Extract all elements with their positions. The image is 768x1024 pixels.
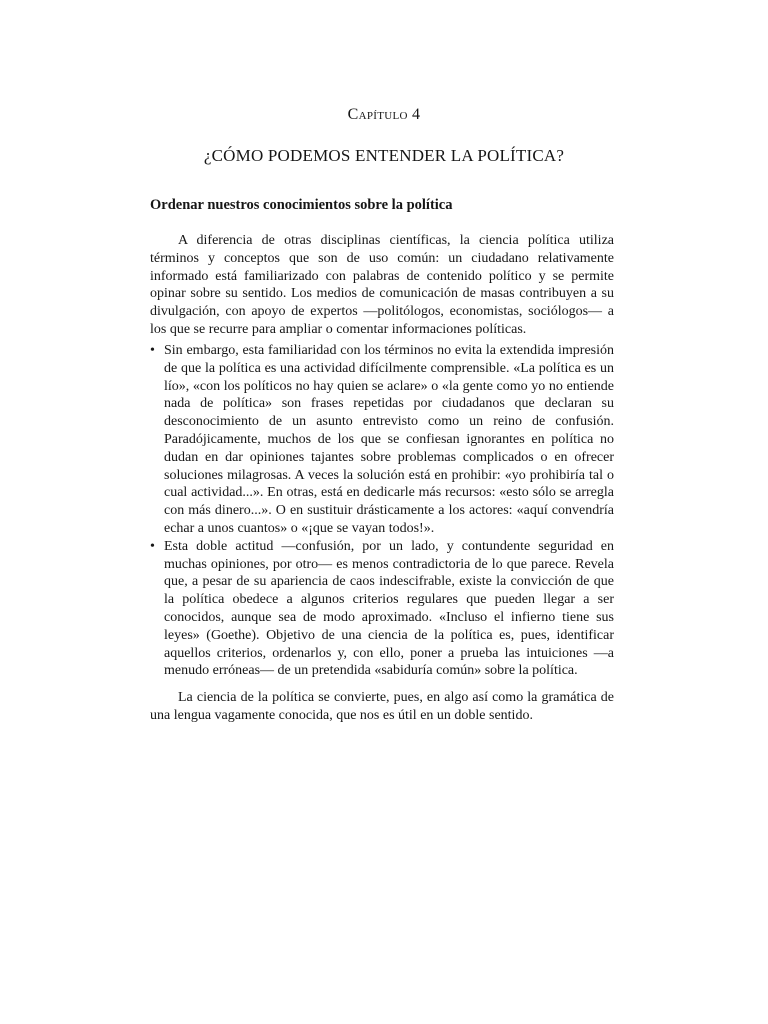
chapter-label: Capítulo 4 xyxy=(347,106,421,123)
bullet-icon: • xyxy=(150,538,155,554)
bullet-text: Esta doble actitud —confusión, por un lado, y contundente seguridad en muchas opiniones, por otro— es menos contradictoria de lo que parece. Revela que, a pesar de su apariencia de caos indescifrable, existe la convicción de que la política obedece a algunos criterios regulares que pueden llegar a ser conocidos, aunque sea de modo aproximado. «Incluso el infierno tiene sus leyes» (Goethe). Objetivo de una ciencia de la política es, pues, identificar aquellos criterios, ordenarlos y, con ello, poner a prueba las intuiciones —a menudo erróneas— de un pretendida «sabiduría común» sobre la política. xyxy=(164,538,614,679)
bullet-icon: • xyxy=(150,343,155,358)
bullet-item-familiarity xyxy=(150,342,614,538)
closing-paragraph: La ciencia de la política se convierte, pues, en algo así como la gramática de una lengua vagamente conocida, que nos es útil en un doble sentido. xyxy=(150,690,614,723)
section-heading: Ordenar nuestros conocimientos sobre la política xyxy=(150,197,453,213)
bullet-text: Sin embargo, esta familiaridad con los términos no evita la extendida impresión de que la política es una actividad difícilmente comprensible. «La política es un lío», «con los políticos no hay quien se aclare» o «la gente como yo no entiende nada de política» son frases repetidas por ciudadanos que declaran su desconocimiento de un asunto entrevisto como un reino de confusión. Paradójicamente, muchos de los que se confiesan ignorantes en política no dudan en dar opiniones tajantes sobre problemas complicados o en ofrecer soluciones milagrosas. A veces la solución está en prohibir: «yo prohibiría tal o cual actividad...». En otras, está en dedicarle más recursos: «esto sólo se arregla con más dinero...». O en sustituir drásticamente a los actores: «aquí convendría echar a unos cuantos» o «¡que se vayan todos!». xyxy=(164,343,614,536)
bullet-list xyxy=(150,342,614,680)
bullet-item-double-attitude xyxy=(150,538,614,680)
intro-paragraph: A diferencia de otras disciplinas científicas, la ciencia política utiliza términos y conceptos que son de uso común: un ciudadano relativamente informado está familiarizado con palabras de contenido político y se permite opinar sobre su sentido. Los medios de comunicación de masas contribuyen a su divulgación, con apoyo de expertos —politólogos, economistas, sociólogos— a los que se recurre para ampliar o comentar informaciones políticas. xyxy=(150,233,614,337)
chapter-title: ¿CÓMO PODEMOS ENTENDER LA POLÍTICA? xyxy=(203,146,565,165)
